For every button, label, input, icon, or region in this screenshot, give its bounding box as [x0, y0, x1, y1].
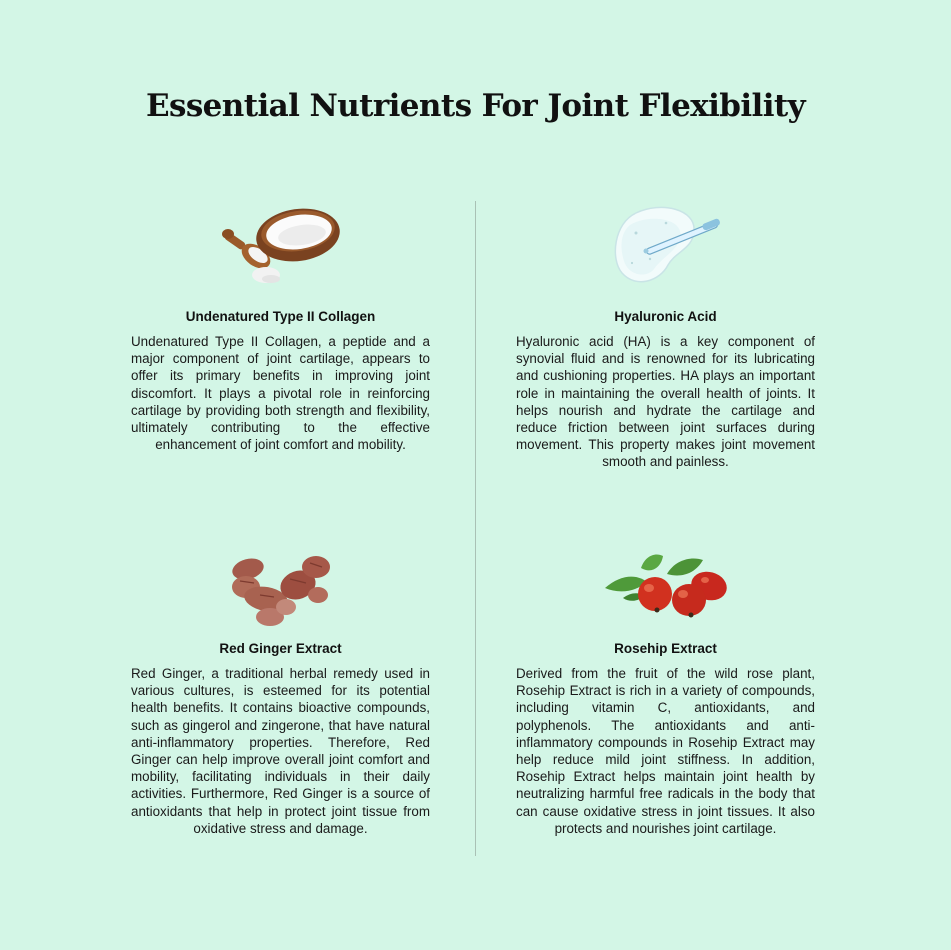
page-title: Essential Nutrients For Joint Flexibility	[145, 88, 806, 124]
nutrient-description: Hyaluronic acid (HA) is a key component of synovial fluid and is renowned for its lubricating and cushioning properties. HA plays an important role in maintaining the overall health of joints. It helps nourish and hydrate the cartilage and reduce friction between joint surfaces during movement. This property makes joint movement smooth and painless.	[516, 334, 815, 470]
red-ginger-image	[131, 540, 430, 635]
nutrient-heading: Undenatured Type II Collagen	[185, 309, 376, 324]
nutrient-description: Undenatured Type II Collagen, a peptide and a major component of joint cartilage, appears to offer its primary benefits in improving joint discomfort. It plays a pivotal role in reinforcing cartilage by providing both strength and flexibility, ultimately contributing to the effective enhancement of joint comfort and mobility.	[131, 334, 430, 453]
nutrient-description: Derived from the fruit of the wild rose plant, Rosehip Extract is rich in a variety of compounds, including vitamin C, antioxidants, and polyphenols. The antioxidants and anti-inflammatory compounds in Rosehip Extract may help reduce mild joint stiffness. In addition, Rosehip Extract helps maintain joint health by neutralizing harmful free radicals in the body that can cause oxidative stress in joint tissues. It also protects and nourishes joint cartilage.	[516, 666, 815, 836]
collagen-powder-image	[131, 200, 430, 295]
nutrient-heading: Red Ginger Extract	[219, 641, 342, 656]
nutrient-card-red-ginger	[131, 540, 430, 837]
nutrient-card-collagen	[131, 200, 430, 453]
nutrient-card-hyaluronic-acid	[516, 200, 815, 471]
nutrient-description: Red Ginger, a traditional herbal remedy used in various cultures, is esteemed for its potential health benefits. It contains bioactive compounds, such as gingerol and zingerone, that have natural anti-inflammatory properties. Therefore, Red Ginger can help improve overall joint comfort and mobility, facilitating individuals in their daily activities. Furthermore, Red Ginger is a source of antioxidants that help in protect joint tissue from oxidative stress and damage.	[131, 666, 430, 836]
hyaluronic-gel-image	[516, 200, 815, 295]
center-divider	[475, 201, 476, 856]
nutrient-card-rosehip	[516, 540, 815, 837]
nutrient-heading: Rosehip Extract	[614, 641, 717, 656]
rosehip-berries-image	[516, 540, 815, 635]
nutrient-heading: Hyaluronic Acid	[614, 309, 717, 324]
